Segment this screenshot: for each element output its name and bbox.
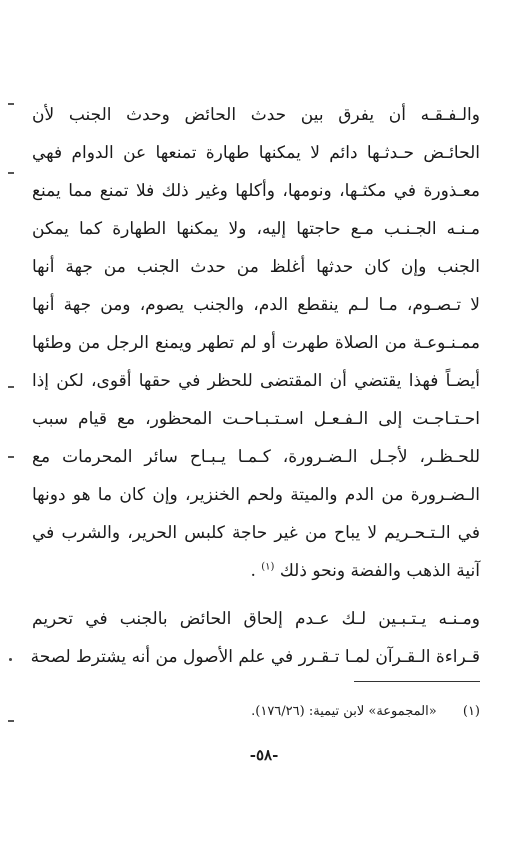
body-line: قـراءة الـقـرآن لمـا تـقـرر في علم الأصول من أنه يشترط لصحة: [30, 647, 480, 667]
body-line: الحائـض حـدثـها دائم لا يمكنها طهارة تمنعها عن الدوام فهي: [32, 143, 480, 163]
body-line: للحـظـر، لأجـل الـضـرورة، كـمـا يـبـاح سائر المحرمات مع: [32, 447, 480, 467]
body-line: لا تـصـوم، مـا لـم ينقطع الدم، والجنب يصوم، ومن جهة أنها: [32, 295, 480, 315]
margin-dot: [9, 658, 12, 661]
margin-mark: [8, 720, 14, 722]
margin-mark: [8, 172, 14, 174]
page-number: -٥٨-: [249, 746, 279, 764]
body-line: ومـنـه يـتـبـين لـك عـدم إلحاق الحائض بالجنب في تحريم: [32, 609, 480, 629]
body-line: الجنب وإن كان حدثها أغلظ من حدث الجنب من جهة أنها: [32, 257, 480, 277]
margin-mark: [8, 456, 14, 458]
body-line: احـتـاجـت إلى الـفـعـل اسـتـبـاحـت المحظور، مع قيام سبب: [32, 409, 480, 429]
body-line: مـنـه الجـنـب مـع حاجتها إليه، ولا يمكنها الطهارة كما يمكن: [32, 219, 480, 239]
body-line-text: آنية الذهب والفضة ونحو ذلك: [279, 561, 480, 581]
body-line: في الـتـحـريم لا يباح من غير حاجة كلبس الحرير، والشرب في: [32, 523, 480, 543]
footnote-reference: (١): [261, 561, 275, 573]
footnote-separator: [354, 681, 480, 682]
footnote: [32, 700, 480, 724]
body-line: ممـنـوعـة من الصلاة طهرت أو لم تطهر ويمنع الرجل من وطئها: [32, 333, 480, 353]
body-line: معـذورة في مكثـها، ونومها، وأكلها وغير ذلك فلا تمنع مما يمنع: [32, 181, 480, 201]
body-line: والـفـقـه أن يفرق بين حدث الحائض وحدث الجنب لأن: [32, 105, 480, 125]
margin-mark: [8, 386, 14, 388]
body-line: الـضـرورة من الدم والميتة ولحم الخنزير، وإن كان ما هو دونها: [32, 485, 480, 505]
body-line-with-footnote: [32, 551, 480, 591]
sentence-period: .: [250, 561, 256, 581]
body-line: أيضـاً فهذا يقتضي أن المقتضى للحظر في حقها أقوى، لكن إذا: [32, 371, 480, 391]
footnote-number: (١): [462, 704, 480, 719]
margin-mark: [8, 103, 14, 105]
footnote-text: «المجموعة» لابن تيمية: (١٧٦/٢٦).: [251, 704, 437, 719]
